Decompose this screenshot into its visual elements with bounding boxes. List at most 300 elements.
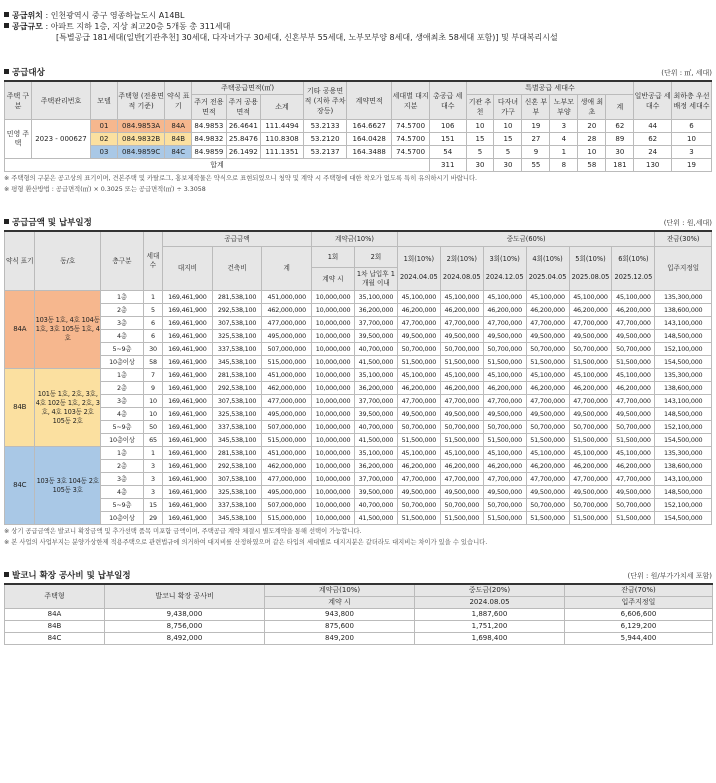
price-cell: 46,200,000 — [440, 460, 483, 473]
price-cell: 46,200,000 — [569, 382, 612, 395]
th-housing-form: 주택형 (전용면적 기준) — [117, 81, 164, 120]
th-model: 모델 — [91, 81, 118, 120]
price-cell: 10,000,000 — [312, 304, 355, 317]
price-cell: 36,200,000 — [354, 382, 397, 395]
th-type: 주택형 — [5, 584, 105, 609]
th-c1: 1회 — [312, 247, 355, 268]
floor-cell: 4층 — [100, 408, 143, 421]
table-row — [5, 330, 712, 343]
price-cell: 169,461,900 — [163, 512, 213, 525]
price-cell: 46,200,000 — [612, 304, 655, 317]
price-cell: 40,700,000 — [354, 499, 397, 512]
price-cell: 337,538,100 — [212, 421, 262, 434]
price-cell: 47,700,000 — [483, 473, 526, 486]
table-row — [5, 395, 712, 408]
floor-cell: 2층 — [100, 304, 143, 317]
table-row: 02 084.9832B 84B 84.9832 25.8476 110.8308 53.2120 164.0428 74.5700 151 15 15 27 4 28 89 62 10 — [5, 133, 712, 146]
price-cell: 46,200,000 — [397, 460, 440, 473]
price-cell: 50,700,000 — [569, 421, 612, 434]
price-cell: 49,500,000 — [612, 330, 655, 343]
price-cell: 10,000,000 — [312, 486, 355, 499]
supply-section-title: 공급대상 (단위 : ㎡, 세대) — [4, 66, 712, 78]
price-cell: 345,538,100 — [212, 434, 262, 447]
price-cell: 345,538,100 — [212, 512, 262, 525]
price-cell: 51,500,000 — [569, 512, 612, 525]
th-dong: 동/호 — [35, 231, 100, 291]
price-cell: 47,700,000 — [483, 317, 526, 330]
price-cell: 50,700,000 — [612, 343, 655, 356]
price-cell: 46,200,000 — [526, 304, 569, 317]
units-cell: 6 — [143, 317, 162, 330]
table-row: 03 084.9859C 84C 84.9859 26.1492 111.1351 53.2137 164.3488 74.5700 54 5 5 9 1 10 30 24 3 — [5, 146, 712, 159]
price-cell: 45,100,000 — [440, 291, 483, 304]
table-row: 민영 주택 2023 - 000627 01 084.9853A 84A 84.9853 26.4641 111.4494 53.2133 164.6627 74.5700 106 10 10 19 3 20 62 44 6 — [5, 120, 712, 133]
price-cell: 292,538,100 — [212, 304, 262, 317]
dong-cell: 103동 3호 104동 2호 105동 3호 — [35, 447, 100, 525]
price-cell: 45,100,000 — [483, 447, 526, 460]
th-subtotal: 소계 — [261, 95, 304, 120]
supply-scale: 공급규모 : 아파트 지하 1층, 지상 최고20층 5개동 총 311세대 — [4, 21, 712, 32]
price-cell: 49,500,000 — [483, 486, 526, 499]
total-row: 합계 311 30 30 55 8 58 181 130 19 — [5, 159, 712, 172]
price-cell: 10,000,000 — [312, 395, 355, 408]
price-cell: 169,461,900 — [163, 395, 213, 408]
price-cell: 50,700,000 — [397, 421, 440, 434]
price-cell: 37,700,000 — [354, 395, 397, 408]
price-cell: 337,538,100 — [212, 499, 262, 512]
th-land: 대지비 — [163, 247, 213, 291]
balcony-table — [4, 583, 713, 645]
price-cell: 47,700,000 — [526, 395, 569, 408]
price-cell: 10,000,000 — [312, 473, 355, 486]
price-cell: 169,461,900 — [163, 343, 213, 356]
price-cell: 49,500,000 — [483, 408, 526, 421]
th-first-time: 생애 최초 — [578, 95, 606, 120]
price-cell: 47,700,000 — [569, 395, 612, 408]
th-contract: 계약금(10%) — [265, 584, 415, 597]
price-cell: 39,500,000 — [354, 408, 397, 421]
price-cell: 307,538,100 — [212, 395, 262, 408]
th-institution: 기관 추천 — [466, 95, 494, 120]
price-cell: 451,000,000 — [262, 369, 312, 382]
th-supply-area: 주택공급면적(㎡) — [192, 81, 304, 95]
price-cell: 169,461,900 — [163, 382, 213, 395]
price-cell: 10,000,000 — [312, 447, 355, 460]
table-row: 84C 8,492,000 849,200 1,698,400 5,944,400 — [5, 633, 713, 645]
table-row — [5, 421, 712, 434]
price-cell: 50,700,000 — [483, 343, 526, 356]
th-m6: 6회(10%) 2025.12.05 — [612, 247, 655, 291]
price-cell: 152,100,000 — [655, 499, 712, 512]
price-cell: 148,500,000 — [655, 408, 712, 421]
price-cell: 462,000,000 — [262, 460, 312, 473]
price-cell: 49,500,000 — [397, 330, 440, 343]
price-cell: 46,200,000 — [569, 460, 612, 473]
th-sum: 계 — [606, 95, 634, 120]
table-row — [5, 473, 712, 486]
floor-cell: 5~9층 — [100, 421, 143, 434]
price-cell: 49,500,000 — [569, 486, 612, 499]
table-row — [5, 343, 712, 356]
price-cell: 154,500,000 — [655, 512, 712, 525]
th-abbr: 약식 표기 — [5, 231, 35, 291]
price-cell: 41,500,000 — [354, 356, 397, 369]
price-cell: 50,700,000 — [569, 499, 612, 512]
th-balance: 잔금(30%) — [655, 231, 712, 247]
price-cell: 515,000,000 — [262, 434, 312, 447]
price-cell: 47,700,000 — [612, 473, 655, 486]
price-cell: 325,538,100 — [212, 408, 262, 421]
price-cell: 47,700,000 — [440, 473, 483, 486]
price-cell: 51,500,000 — [612, 512, 655, 525]
price-cell: 39,500,000 — [354, 330, 397, 343]
price-cell: 143,100,000 — [655, 317, 712, 330]
floor-cell: 5~9층 — [100, 343, 143, 356]
price-table — [4, 230, 712, 525]
price-cell: 45,100,000 — [612, 291, 655, 304]
type-cell: 84C — [5, 447, 35, 525]
price-cell: 51,500,000 — [440, 434, 483, 447]
price-cell: 51,500,000 — [612, 356, 655, 369]
units-cell: 50 — [143, 421, 162, 434]
floor-cell: 3층 — [100, 395, 143, 408]
units-cell: 5 — [143, 304, 162, 317]
price-cell: 50,700,000 — [483, 499, 526, 512]
price-cell: 10,000,000 — [312, 291, 355, 304]
price-cell: 337,538,100 — [212, 343, 262, 356]
price-cell: 49,500,000 — [440, 486, 483, 499]
page — [4, 10, 712, 645]
price-cell: 50,700,000 — [397, 499, 440, 512]
supply-note: ※ 주택형의 구분은 공고상의 표기이며, 견본주택 및 카탈로그, 홍보제작물은 약식으로 표현되었으니 청약 및 계약 시 주택형에 대한 착오가 없도록 특히 유의하시기 바랍니다. — [4, 175, 478, 182]
price-cell: 169,461,900 — [163, 421, 213, 434]
supply-table — [4, 80, 712, 172]
th-land-share: 세대별 대지지분 — [392, 81, 430, 120]
price-cell: 46,200,000 — [483, 460, 526, 473]
price-cell: 148,500,000 — [655, 330, 712, 343]
price-cell: 46,200,000 — [440, 382, 483, 395]
price-cell: 45,100,000 — [526, 369, 569, 382]
price-cell: 47,700,000 — [569, 473, 612, 486]
price-cell: 49,500,000 — [526, 408, 569, 421]
th-newlywed: 신혼 부부 — [522, 95, 550, 120]
floor-cell: 4층 — [100, 330, 143, 343]
th-housing-type: 주택 구분 — [5, 81, 32, 120]
price-cell: 50,700,000 — [569, 343, 612, 356]
price-cell: 154,500,000 — [655, 434, 712, 447]
price-cell: 36,200,000 — [354, 460, 397, 473]
price-cell: 10,000,000 — [312, 356, 355, 369]
price-cell: 45,100,000 — [440, 447, 483, 460]
floor-cell: 1층 — [100, 291, 143, 304]
units-cell: 65 — [143, 434, 162, 447]
price-cell: 47,700,000 — [397, 473, 440, 486]
price-cell: 325,538,100 — [212, 486, 262, 499]
price-cell: 515,000,000 — [262, 356, 312, 369]
price-cell: 50,700,000 — [440, 499, 483, 512]
supply-scale-detail: [특별공급 181세대(일반[기관추천] 30세대, 다자녀가구 30세대, 신혼부부 55세대, 노부모부양 8세대, 생애최초 58세대 포함)] 및 부대복리시설 — [56, 33, 558, 42]
price-cell: 37,700,000 — [354, 317, 397, 330]
price-cell: 143,100,000 — [655, 395, 712, 408]
th-multichild: 다자녀 가구 — [494, 95, 522, 120]
price-cell: 50,700,000 — [526, 421, 569, 434]
units-cell: 3 — [143, 460, 162, 473]
th-special: 특별공급 세대수 — [466, 81, 634, 95]
price-cell: 45,100,000 — [526, 447, 569, 460]
floor-cell: 2층 — [100, 382, 143, 395]
type-cell: 84B — [5, 369, 35, 447]
floor-cell: 3층 — [100, 473, 143, 486]
th-elderly: 노부모 부양 — [550, 95, 578, 120]
price-cell: 10,000,000 — [312, 317, 355, 330]
price-cell: 49,500,000 — [612, 486, 655, 499]
floor-cell: 10층이상 — [100, 512, 143, 525]
price-cell: 169,461,900 — [163, 408, 213, 421]
th-m2: 2회(10%) 2024.08.05 — [440, 247, 483, 291]
bullet-square-icon — [4, 69, 9, 74]
price-cell: 45,100,000 — [569, 291, 612, 304]
price-cell: 45,100,000 — [612, 447, 655, 460]
price-cell: 169,461,900 — [163, 369, 213, 382]
price-cell: 49,500,000 — [612, 408, 655, 421]
price-cell: 45,100,000 — [397, 369, 440, 382]
price-cell: 477,000,000 — [262, 317, 312, 330]
price-cell: 50,700,000 — [440, 343, 483, 356]
th-general: 일반공급 세대수 — [634, 81, 672, 120]
price-cell: 49,500,000 — [440, 330, 483, 343]
price-cell: 169,461,900 — [163, 304, 213, 317]
price-cell: 51,500,000 — [483, 434, 526, 447]
price-cell: 47,700,000 — [440, 395, 483, 408]
price-cell: 10,000,000 — [312, 408, 355, 421]
floor-cell: 1층 — [100, 447, 143, 460]
price-cell: 10,000,000 — [312, 421, 355, 434]
price-cell: 49,500,000 — [569, 408, 612, 421]
price-cell: 148,500,000 — [655, 486, 712, 499]
table-row — [5, 369, 712, 382]
table-row — [5, 447, 712, 460]
price-cell: 51,500,000 — [569, 434, 612, 447]
price-cell: 47,700,000 — [483, 395, 526, 408]
table-row: 84A 9,438,000 943,800 1,887,600 6,606,600 — [5, 609, 713, 621]
price-cell: 169,461,900 — [163, 434, 213, 447]
th-units: 세대 수 — [143, 231, 162, 291]
th-middle: 중도금(20%) — [415, 584, 565, 597]
price-cell: 35,100,000 — [354, 447, 397, 460]
floor-cell: 4층 — [100, 486, 143, 499]
price-cell: 51,500,000 — [526, 356, 569, 369]
price-cell: 507,000,000 — [262, 499, 312, 512]
price-note: ※ 본 사업의 사업부지는 분양가상한제 적용주택으로 관련법규에 의거하여 대지비를 산정하였으며 같은 타입의 세대별로 대지지분은 같더라도 대지비는 차이가 있을 수 있습니다. — [4, 539, 488, 546]
price-cell: 169,461,900 — [163, 473, 213, 486]
price-cell: 345,538,100 — [212, 356, 262, 369]
price-cell: 46,200,000 — [526, 460, 569, 473]
th-c2-when: 1차 납입후 1개월 이내 — [354, 268, 397, 291]
price-cell: 135,300,000 — [655, 369, 712, 382]
price-cell: 50,700,000 — [526, 343, 569, 356]
floor-cell: 2층 — [100, 460, 143, 473]
price-cell: 307,538,100 — [212, 317, 262, 330]
th-building: 건축비 — [212, 247, 262, 291]
bullet-square-icon — [4, 572, 9, 577]
price-cell: 51,500,000 — [440, 512, 483, 525]
price-cell: 47,700,000 — [569, 317, 612, 330]
table-row — [5, 382, 712, 395]
table-row — [5, 317, 712, 330]
dong-cell: 101동 1호, 2호, 3호, 4호 102동 1호, 2호, 3호, 4호 103동 2호 105동 2호 — [35, 369, 100, 447]
price-cell: 45,100,000 — [569, 369, 612, 382]
th-m5: 5회(10%) 2025.08.05 — [569, 247, 612, 291]
floor-cell: 3층 — [100, 317, 143, 330]
floor-cell: 5~9층 — [100, 499, 143, 512]
price-cell: 49,500,000 — [526, 330, 569, 343]
price-cell: 51,500,000 — [397, 512, 440, 525]
table-row — [5, 304, 712, 317]
price-cell: 495,000,000 — [262, 486, 312, 499]
price-cell: 46,200,000 — [397, 304, 440, 317]
price-cell: 169,461,900 — [163, 486, 213, 499]
price-cell: 51,500,000 — [397, 356, 440, 369]
price-cell: 507,000,000 — [262, 343, 312, 356]
floor-cell: 10층이상 — [100, 356, 143, 369]
price-cell: 51,500,000 — [569, 356, 612, 369]
price-cell: 152,100,000 — [655, 343, 712, 356]
price-cell: 138,600,000 — [655, 304, 712, 317]
price-cell: 47,700,000 — [397, 395, 440, 408]
price-cell: 169,461,900 — [163, 291, 213, 304]
price-cell: 10,000,000 — [312, 330, 355, 343]
price-cell: 135,300,000 — [655, 291, 712, 304]
th-contract-area: 계약면적 — [347, 81, 392, 120]
units-cell: 58 — [143, 356, 162, 369]
price-cell: 46,200,000 — [526, 382, 569, 395]
table-row — [5, 499, 712, 512]
table-row — [5, 512, 712, 525]
price-cell: 143,100,000 — [655, 473, 712, 486]
price-cell: 50,700,000 — [526, 499, 569, 512]
price-cell: 47,700,000 — [612, 395, 655, 408]
price-cell: 138,600,000 — [655, 460, 712, 473]
price-cell: 10,000,000 — [312, 369, 355, 382]
bullet-square-icon — [4, 23, 9, 28]
th-middle: 중도금(60%) — [397, 231, 655, 247]
price-cell: 51,500,000 — [440, 356, 483, 369]
units-cell: 3 — [143, 473, 162, 486]
th-m3: 3회(10%) 2024.12.05 — [483, 247, 526, 291]
price-cell: 47,700,000 — [526, 317, 569, 330]
units-cell: 15 — [143, 499, 162, 512]
supply-location: 공급위치 : 인천광역시 중구 영종하늘도시 A14BL — [4, 10, 712, 21]
price-cell: 477,000,000 — [262, 395, 312, 408]
price-cell: 169,461,900 — [163, 499, 213, 512]
balcony-section-title: 발코니 확장 공사비 및 납부일정 (단위 : 원/부가가치세 포함) — [4, 569, 712, 581]
bullet-square-icon — [4, 219, 9, 224]
price-cell: 10,000,000 — [312, 343, 355, 356]
price-cell: 47,700,000 — [612, 317, 655, 330]
price-cell: 462,000,000 — [262, 382, 312, 395]
table-row — [5, 434, 712, 447]
price-cell: 154,500,000 — [655, 356, 712, 369]
price-cell: 51,500,000 — [483, 512, 526, 525]
th-middle-when: 2024.08.05 — [415, 597, 565, 609]
table-row: 84B 8,756,000 875,600 1,751,200 6,129,200 — [5, 621, 713, 633]
price-cell: 292,538,100 — [212, 382, 262, 395]
th-balance-when: 입주지정일 — [655, 247, 712, 291]
th-balance: 잔금(70%) — [565, 584, 713, 597]
dong-cell: 103동 1호, 4호 104동 1호, 3호 105동 1호, 4호 — [35, 291, 100, 369]
floor-cell: 1층 — [100, 369, 143, 382]
table-row — [5, 291, 712, 304]
price-section-title: 공급금액 및 납부일정 (단위 : 원,세대) — [4, 216, 712, 228]
price-cell: 281,538,100 — [212, 291, 262, 304]
price-cell: 49,500,000 — [397, 486, 440, 499]
price-cell: 46,200,000 — [612, 460, 655, 473]
th-abbr: 약식 표기 — [165, 81, 192, 120]
price-cell: 35,100,000 — [354, 291, 397, 304]
th-sum: 계 — [262, 247, 312, 291]
price-cell: 45,100,000 — [483, 369, 526, 382]
price-cell: 495,000,000 — [262, 408, 312, 421]
price-cell: 51,500,000 — [612, 434, 655, 447]
units-cell: 1 — [143, 447, 162, 460]
units-cell: 6 — [143, 330, 162, 343]
price-cell: 45,100,000 — [612, 369, 655, 382]
price-cell: 37,700,000 — [354, 473, 397, 486]
price-cell: 49,500,000 — [569, 330, 612, 343]
price-cell: 507,000,000 — [262, 421, 312, 434]
price-cell: 10,000,000 — [312, 499, 355, 512]
price-cell: 46,200,000 — [397, 382, 440, 395]
price-cell: 47,700,000 — [440, 317, 483, 330]
th-fee: 발코니 확장 공사비 — [105, 584, 265, 609]
price-cell: 50,700,000 — [397, 343, 440, 356]
price-cell: 169,461,900 — [163, 330, 213, 343]
th-exclusive: 주거 전용면적 — [192, 95, 226, 120]
th-m4: 4회(10%) 2025.04.05 — [526, 247, 569, 291]
price-cell: 46,200,000 — [440, 304, 483, 317]
th-balance-when: 입주지정일 — [565, 597, 713, 609]
mgmt-no-cell: 2023 - 000627 — [31, 120, 90, 159]
units-cell: 10 — [143, 395, 162, 408]
price-note: ※ 상기 공급금액은 발코니 확장금액 및 추가선택 품목 미포함 금액이며, 주택공급 계약 체결시 별도계약을 통해 선택이 가능합니다. — [4, 528, 362, 535]
th-mgmt-no: 주택관리번호 — [31, 81, 90, 120]
th-other-shared: 기타 공용면적 (지하 주차장등) — [304, 81, 347, 120]
price-cell: 292,538,100 — [212, 460, 262, 473]
table-row — [5, 486, 712, 499]
supply-note: ※ 평형 환산방법 : 공급면적(㎡) × 0.3025 또는 공급면적(㎡) ÷ 3.3058 — [4, 186, 206, 193]
th-total-units: 총공급 세대수 — [429, 81, 466, 120]
price-cell: 49,500,000 — [526, 486, 569, 499]
price-cell: 40,700,000 — [354, 343, 397, 356]
price-cell: 50,700,000 — [440, 421, 483, 434]
price-cell: 281,538,100 — [212, 369, 262, 382]
price-cell: 46,200,000 — [569, 304, 612, 317]
th-shared: 주거 공용면적 — [226, 95, 260, 120]
units-cell: 30 — [143, 343, 162, 356]
price-cell: 49,500,000 — [483, 330, 526, 343]
type-cell: 84A — [5, 291, 35, 369]
price-cell: 451,000,000 — [262, 291, 312, 304]
price-cell: 50,700,000 — [483, 421, 526, 434]
units-cell: 29 — [143, 512, 162, 525]
table-row — [5, 356, 712, 369]
price-cell: 462,000,000 — [262, 304, 312, 317]
units-cell: 1 — [143, 291, 162, 304]
price-cell: 35,100,000 — [354, 369, 397, 382]
price-cell: 51,500,000 — [526, 434, 569, 447]
price-cell: 10,000,000 — [312, 512, 355, 525]
price-cell: 39,500,000 — [354, 486, 397, 499]
